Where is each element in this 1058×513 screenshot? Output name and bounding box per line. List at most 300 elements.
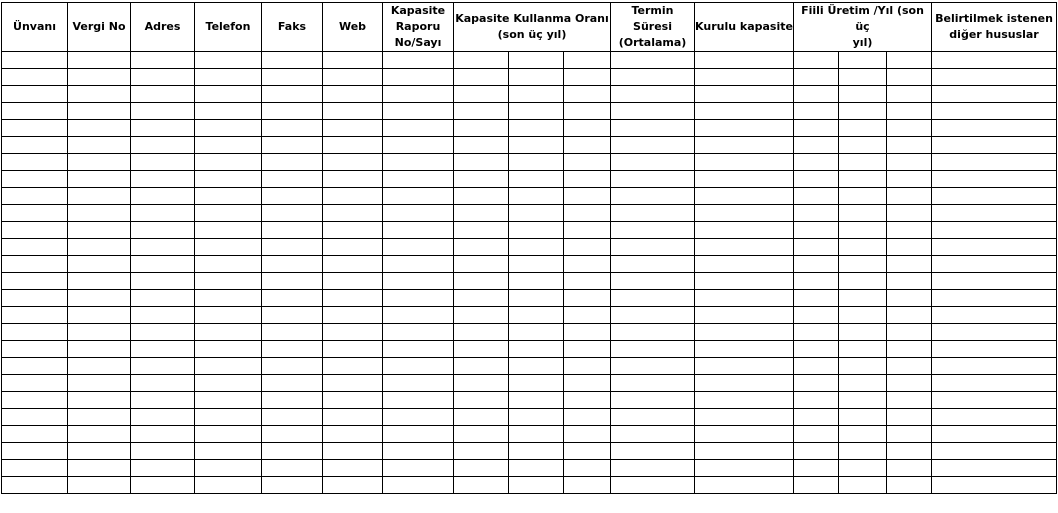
table-cell[interactable] [509, 273, 564, 290]
table-cell[interactable] [195, 239, 262, 256]
table-cell[interactable] [932, 239, 1057, 256]
table-cell[interactable] [564, 460, 611, 477]
table-cell[interactable] [131, 86, 195, 103]
table-cell[interactable] [323, 341, 383, 358]
table-cell[interactable] [131, 443, 195, 460]
table-cell[interactable] [454, 358, 509, 375]
table-cell[interactable] [383, 188, 454, 205]
table-cell[interactable] [932, 392, 1057, 409]
table-cell[interactable] [794, 477, 839, 494]
table-cell[interactable] [932, 120, 1057, 137]
table-cell[interactable] [695, 273, 794, 290]
table-cell[interactable] [195, 120, 262, 137]
table-cell[interactable] [794, 239, 839, 256]
table-cell[interactable] [509, 256, 564, 273]
table-cell[interactable] [932, 443, 1057, 460]
table-cell[interactable] [454, 443, 509, 460]
table-cell[interactable] [932, 222, 1057, 239]
table-cell[interactable] [262, 69, 323, 86]
table-cell[interactable] [68, 222, 131, 239]
table-cell[interactable] [887, 52, 932, 69]
table-cell[interactable] [839, 222, 887, 239]
table-cell[interactable] [794, 426, 839, 443]
table-cell[interactable] [131, 273, 195, 290]
table-cell[interactable] [383, 460, 454, 477]
table-cell[interactable] [454, 239, 509, 256]
table-cell[interactable] [195, 392, 262, 409]
table-cell[interactable] [195, 273, 262, 290]
table-cell[interactable] [932, 86, 1057, 103]
table-cell[interactable] [2, 69, 68, 86]
table-cell[interactable] [839, 256, 887, 273]
table-cell[interactable] [887, 392, 932, 409]
table-cell[interactable] [323, 52, 383, 69]
table-cell[interactable] [887, 171, 932, 188]
table-cell[interactable] [611, 409, 695, 426]
table-cell[interactable] [262, 137, 323, 154]
table-cell[interactable] [2, 222, 68, 239]
table-cell[interactable] [794, 341, 839, 358]
table-cell[interactable] [454, 103, 509, 120]
table-cell[interactable] [932, 460, 1057, 477]
table-cell[interactable] [839, 324, 887, 341]
table-cell[interactable] [611, 171, 695, 188]
table-cell[interactable] [383, 392, 454, 409]
table-cell[interactable] [839, 290, 887, 307]
table-cell[interactable] [454, 460, 509, 477]
table-cell[interactable] [839, 341, 887, 358]
table-cell[interactable] [131, 460, 195, 477]
table-cell[interactable] [564, 188, 611, 205]
table-cell[interactable] [323, 324, 383, 341]
table-cell[interactable] [695, 52, 794, 69]
table-cell[interactable] [131, 392, 195, 409]
table-cell[interactable] [2, 205, 68, 222]
table-cell[interactable] [262, 341, 323, 358]
table-cell[interactable] [932, 341, 1057, 358]
table-cell[interactable] [195, 171, 262, 188]
table-cell[interactable] [262, 358, 323, 375]
table-cell[interactable] [262, 239, 323, 256]
table-cell[interactable] [68, 392, 131, 409]
table-cell[interactable] [564, 52, 611, 69]
table-cell[interactable] [2, 341, 68, 358]
table-cell[interactable] [839, 273, 887, 290]
table-cell[interactable] [564, 273, 611, 290]
table-cell[interactable] [695, 409, 794, 426]
table-cell[interactable] [195, 154, 262, 171]
table-cell[interactable] [794, 324, 839, 341]
table-cell[interactable] [383, 477, 454, 494]
table-cell[interactable] [509, 426, 564, 443]
table-cell[interactable] [262, 154, 323, 171]
table-cell[interactable] [611, 188, 695, 205]
table-cell[interactable] [564, 375, 611, 392]
table-cell[interactable] [454, 426, 509, 443]
table-cell[interactable] [2, 409, 68, 426]
table-cell[interactable] [611, 426, 695, 443]
table-cell[interactable] [564, 307, 611, 324]
table-cell[interactable] [564, 256, 611, 273]
table-cell[interactable] [68, 324, 131, 341]
table-cell[interactable] [695, 256, 794, 273]
table-cell[interactable] [2, 358, 68, 375]
table-cell[interactable] [383, 273, 454, 290]
table-cell[interactable] [262, 273, 323, 290]
table-cell[interactable] [262, 375, 323, 392]
table-cell[interactable] [454, 324, 509, 341]
table-cell[interactable] [454, 375, 509, 392]
table-cell[interactable] [383, 69, 454, 86]
table-cell[interactable] [564, 171, 611, 188]
table-cell[interactable] [794, 392, 839, 409]
table-cell[interactable] [509, 375, 564, 392]
table-cell[interactable] [2, 154, 68, 171]
table-cell[interactable] [509, 409, 564, 426]
table-cell[interactable] [454, 409, 509, 426]
table-cell[interactable] [131, 69, 195, 86]
table-cell[interactable] [68, 375, 131, 392]
table-cell[interactable] [323, 103, 383, 120]
table-cell[interactable] [68, 477, 131, 494]
table-cell[interactable] [509, 222, 564, 239]
table-cell[interactable] [887, 460, 932, 477]
table-cell[interactable] [509, 443, 564, 460]
table-cell[interactable] [2, 103, 68, 120]
table-cell[interactable] [509, 477, 564, 494]
table-cell[interactable] [383, 154, 454, 171]
table-cell[interactable] [695, 307, 794, 324]
table-cell[interactable] [887, 205, 932, 222]
table-cell[interactable] [68, 409, 131, 426]
table-cell[interactable] [932, 103, 1057, 120]
table-cell[interactable] [509, 103, 564, 120]
table-cell[interactable] [564, 290, 611, 307]
table-cell[interactable] [887, 103, 932, 120]
table-cell[interactable] [794, 52, 839, 69]
table-cell[interactable] [2, 137, 68, 154]
table-cell[interactable] [262, 188, 323, 205]
table-cell[interactable] [383, 52, 454, 69]
table-cell[interactable] [195, 426, 262, 443]
table-cell[interactable] [695, 86, 794, 103]
table-cell[interactable] [509, 460, 564, 477]
table-cell[interactable] [509, 358, 564, 375]
table-cell[interactable] [323, 307, 383, 324]
table-cell[interactable] [262, 120, 323, 137]
table-cell[interactable] [611, 358, 695, 375]
table-cell[interactable] [454, 307, 509, 324]
table-cell[interactable] [383, 103, 454, 120]
table-cell[interactable] [695, 205, 794, 222]
table-cell[interactable] [839, 443, 887, 460]
table-cell[interactable] [195, 256, 262, 273]
table-cell[interactable] [323, 443, 383, 460]
table-cell[interactable] [262, 86, 323, 103]
table-cell[interactable] [323, 409, 383, 426]
table-cell[interactable] [131, 171, 195, 188]
table-cell[interactable] [131, 205, 195, 222]
table-cell[interactable] [383, 409, 454, 426]
table-cell[interactable] [564, 358, 611, 375]
table-cell[interactable] [454, 392, 509, 409]
table-cell[interactable] [611, 239, 695, 256]
table-cell[interactable] [695, 103, 794, 120]
table-cell[interactable] [794, 222, 839, 239]
table-cell[interactable] [323, 154, 383, 171]
table-cell[interactable] [195, 103, 262, 120]
table-cell[interactable] [131, 324, 195, 341]
table-cell[interactable] [131, 426, 195, 443]
table-cell[interactable] [68, 239, 131, 256]
table-cell[interactable] [839, 392, 887, 409]
table-cell[interactable] [323, 392, 383, 409]
table-cell[interactable] [454, 188, 509, 205]
table-cell[interactable] [887, 137, 932, 154]
table-cell[interactable] [68, 426, 131, 443]
table-cell[interactable] [932, 256, 1057, 273]
table-cell[interactable] [887, 426, 932, 443]
table-cell[interactable] [195, 86, 262, 103]
table-cell[interactable] [509, 171, 564, 188]
table-cell[interactable] [454, 154, 509, 171]
table-cell[interactable] [794, 443, 839, 460]
table-cell[interactable] [262, 205, 323, 222]
table-cell[interactable] [195, 341, 262, 358]
table-cell[interactable] [131, 52, 195, 69]
table-cell[interactable] [564, 426, 611, 443]
table-cell[interactable] [611, 477, 695, 494]
table-cell[interactable] [611, 69, 695, 86]
table-cell[interactable] [611, 222, 695, 239]
table-cell[interactable] [195, 307, 262, 324]
table-cell[interactable] [323, 477, 383, 494]
table-cell[interactable] [839, 460, 887, 477]
table-cell[interactable] [695, 324, 794, 341]
table-cell[interactable] [131, 256, 195, 273]
table-cell[interactable] [839, 307, 887, 324]
table-cell[interactable] [383, 86, 454, 103]
table-cell[interactable] [323, 375, 383, 392]
table-cell[interactable] [887, 188, 932, 205]
table-cell[interactable] [509, 52, 564, 69]
table-cell[interactable] [887, 375, 932, 392]
table-cell[interactable] [887, 477, 932, 494]
table-cell[interactable] [932, 205, 1057, 222]
table-cell[interactable] [68, 205, 131, 222]
table-cell[interactable] [611, 154, 695, 171]
table-cell[interactable] [323, 460, 383, 477]
table-cell[interactable] [131, 307, 195, 324]
table-cell[interactable] [611, 256, 695, 273]
table-cell[interactable] [2, 375, 68, 392]
table-cell[interactable] [611, 341, 695, 358]
table-cell[interactable] [2, 426, 68, 443]
table-cell[interactable] [887, 222, 932, 239]
table-cell[interactable] [2, 171, 68, 188]
table-cell[interactable] [383, 341, 454, 358]
table-cell[interactable] [932, 290, 1057, 307]
table-cell[interactable] [695, 443, 794, 460]
table-cell[interactable] [611, 205, 695, 222]
table-cell[interactable] [68, 460, 131, 477]
table-cell[interactable] [839, 86, 887, 103]
table-cell[interactable] [887, 273, 932, 290]
table-cell[interactable] [695, 392, 794, 409]
table-cell[interactable] [454, 52, 509, 69]
table-cell[interactable] [383, 307, 454, 324]
table-cell[interactable] [323, 171, 383, 188]
table-cell[interactable] [509, 188, 564, 205]
table-cell[interactable] [509, 341, 564, 358]
table-cell[interactable] [68, 103, 131, 120]
table-cell[interactable] [509, 120, 564, 137]
table-cell[interactable] [932, 52, 1057, 69]
table-cell[interactable] [509, 307, 564, 324]
table-cell[interactable] [839, 69, 887, 86]
table-cell[interactable] [564, 137, 611, 154]
table-cell[interactable] [323, 256, 383, 273]
table-cell[interactable] [323, 290, 383, 307]
table-cell[interactable] [564, 154, 611, 171]
table-cell[interactable] [2, 477, 68, 494]
table-cell[interactable] [932, 409, 1057, 426]
table-cell[interactable] [131, 358, 195, 375]
table-cell[interactable] [509, 154, 564, 171]
table-cell[interactable] [564, 69, 611, 86]
table-cell[interactable] [695, 171, 794, 188]
table-cell[interactable] [323, 137, 383, 154]
table-cell[interactable] [195, 188, 262, 205]
table-cell[interactable] [611, 443, 695, 460]
table-cell[interactable] [195, 443, 262, 460]
table-cell[interactable] [262, 443, 323, 460]
table-cell[interactable] [695, 358, 794, 375]
table-cell[interactable] [68, 137, 131, 154]
table-cell[interactable] [131, 477, 195, 494]
table-cell[interactable] [68, 307, 131, 324]
table-cell[interactable] [794, 86, 839, 103]
table-cell[interactable] [695, 154, 794, 171]
table-cell[interactable] [131, 341, 195, 358]
table-cell[interactable] [839, 358, 887, 375]
table-cell[interactable] [262, 307, 323, 324]
table-cell[interactable] [454, 273, 509, 290]
table-cell[interactable] [695, 460, 794, 477]
table-cell[interactable] [695, 137, 794, 154]
table-cell[interactable] [695, 222, 794, 239]
table-cell[interactable] [454, 290, 509, 307]
table-cell[interactable] [611, 273, 695, 290]
table-cell[interactable] [2, 188, 68, 205]
table-cell[interactable] [454, 477, 509, 494]
table-cell[interactable] [794, 137, 839, 154]
table-cell[interactable] [794, 120, 839, 137]
table-cell[interactable] [509, 324, 564, 341]
table-cell[interactable] [611, 120, 695, 137]
table-cell[interactable] [2, 307, 68, 324]
table-cell[interactable] [839, 239, 887, 256]
table-cell[interactable] [195, 52, 262, 69]
table-cell[interactable] [131, 137, 195, 154]
table-cell[interactable] [887, 324, 932, 341]
table-cell[interactable] [2, 52, 68, 69]
table-cell[interactable] [611, 290, 695, 307]
table-cell[interactable] [509, 137, 564, 154]
table-cell[interactable] [454, 171, 509, 188]
table-cell[interactable] [611, 375, 695, 392]
table-cell[interactable] [262, 460, 323, 477]
table-cell[interactable] [564, 103, 611, 120]
table-cell[interactable] [794, 290, 839, 307]
table-cell[interactable] [932, 154, 1057, 171]
table-cell[interactable] [68, 52, 131, 69]
table-cell[interactable] [695, 120, 794, 137]
table-cell[interactable] [323, 358, 383, 375]
table-cell[interactable] [262, 256, 323, 273]
table-cell[interactable] [68, 290, 131, 307]
table-cell[interactable] [383, 239, 454, 256]
table-cell[interactable] [131, 375, 195, 392]
table-cell[interactable] [262, 392, 323, 409]
table-cell[interactable] [262, 171, 323, 188]
table-cell[interactable] [611, 307, 695, 324]
table-cell[interactable] [262, 324, 323, 341]
table-cell[interactable] [2, 273, 68, 290]
table-cell[interactable] [887, 120, 932, 137]
table-cell[interactable] [195, 205, 262, 222]
table-cell[interactable] [695, 477, 794, 494]
table-cell[interactable] [2, 324, 68, 341]
table-cell[interactable] [454, 256, 509, 273]
table-cell[interactable] [131, 188, 195, 205]
table-cell[interactable] [68, 341, 131, 358]
table-cell[interactable] [564, 120, 611, 137]
table-cell[interactable] [887, 443, 932, 460]
table-cell[interactable] [794, 103, 839, 120]
table-cell[interactable] [68, 69, 131, 86]
table-cell[interactable] [383, 426, 454, 443]
table-cell[interactable] [564, 392, 611, 409]
table-cell[interactable] [509, 239, 564, 256]
table-cell[interactable] [839, 171, 887, 188]
table-cell[interactable] [383, 375, 454, 392]
table-cell[interactable] [794, 460, 839, 477]
table-cell[interactable] [794, 256, 839, 273]
table-cell[interactable] [454, 120, 509, 137]
table-cell[interactable] [839, 375, 887, 392]
table-cell[interactable] [839, 409, 887, 426]
table-cell[interactable] [887, 358, 932, 375]
table-cell[interactable] [323, 120, 383, 137]
table-cell[interactable] [68, 154, 131, 171]
table-cell[interactable] [2, 392, 68, 409]
table-cell[interactable] [383, 324, 454, 341]
table-cell[interactable] [839, 103, 887, 120]
table-cell[interactable] [695, 239, 794, 256]
table-cell[interactable] [887, 307, 932, 324]
table-cell[interactable] [454, 137, 509, 154]
table-cell[interactable] [262, 222, 323, 239]
table-cell[interactable] [195, 409, 262, 426]
table-cell[interactable] [839, 477, 887, 494]
table-cell[interactable] [794, 205, 839, 222]
table-cell[interactable] [839, 205, 887, 222]
table-cell[interactable] [323, 239, 383, 256]
table-cell[interactable] [383, 290, 454, 307]
table-cell[interactable] [509, 86, 564, 103]
table-cell[interactable] [564, 477, 611, 494]
